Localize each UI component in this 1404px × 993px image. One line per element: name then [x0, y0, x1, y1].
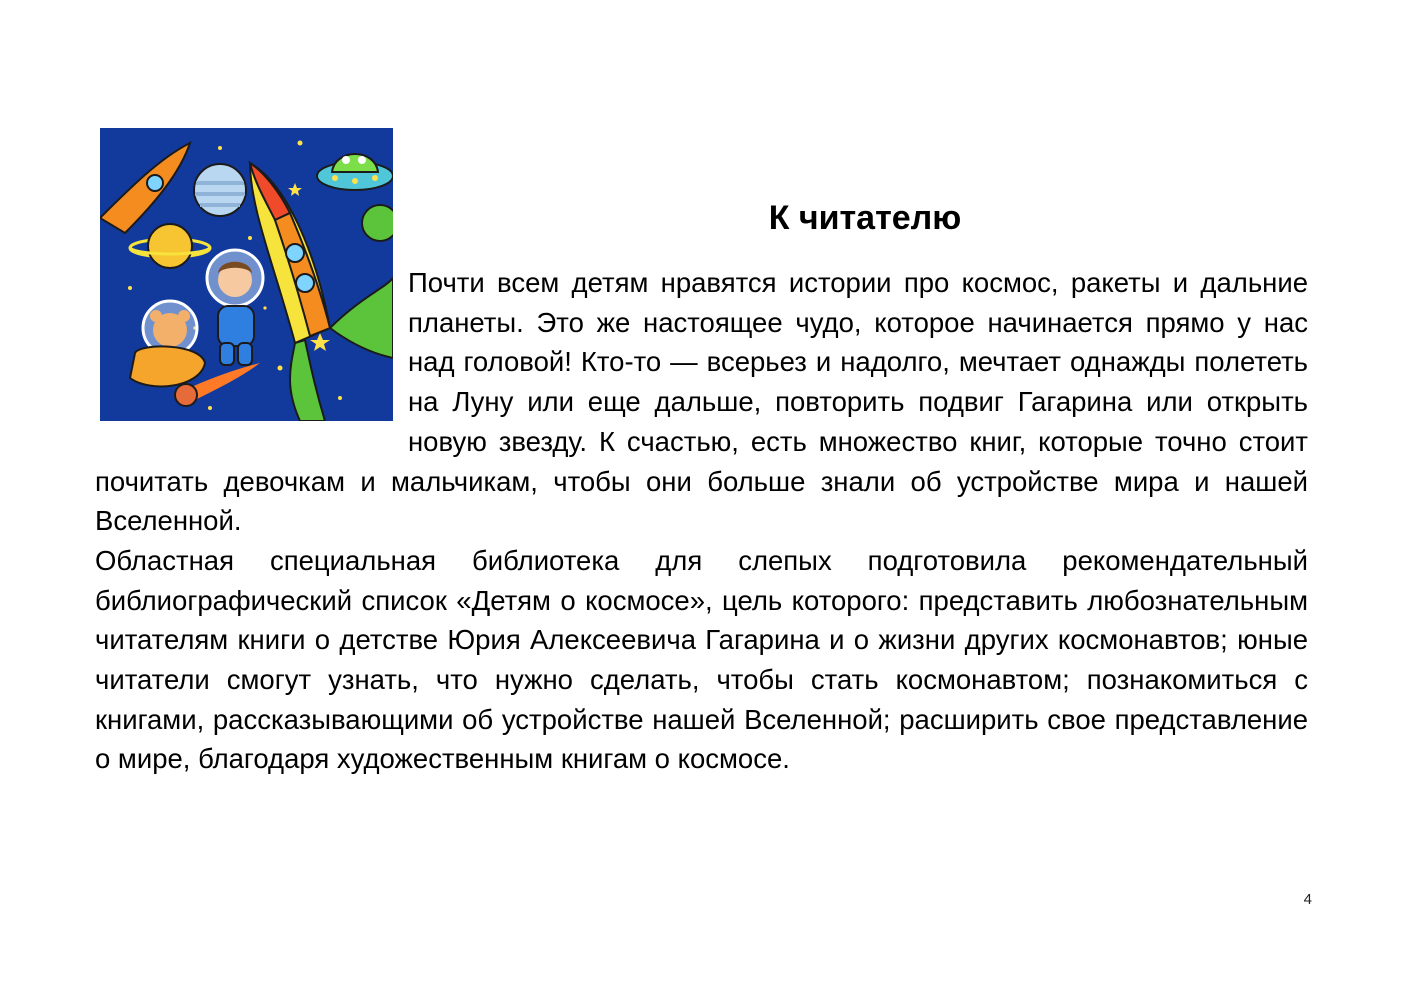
description-paragraph: Областная специальная библиотека для слепых подготовила рекомендательный библиографический список «Детям о космосе», цель которого: представить любознательным читателям книги о детстве Юрия Алексеевича Гагарина и о жизни других космонавтов; юные читатели смогут узнать, что нужно сделать, чтобы стать космонавтом; познакомиться с книгами, рассказывающими об устройстве нашей Вселенной; расширить свое представление о мире, благодаря художественным книгам о космосе. — [95, 544, 1308, 775]
page-title: К читателю — [768, 199, 962, 237]
planet-icon — [194, 164, 246, 216]
page-number: 4 — [1303, 891, 1312, 908]
illustration-wrap-spacer — [95, 263, 408, 423]
body-text — [95, 263, 1308, 779]
intro-paragraph: Почти всем детям нравятся истории про космос, ракеты и дальние планеты. Это же настоящее чудо, которое начинается прямо у нас над головой! Кто-то — всерьез и надолго, мечтает однажды полететь на Луну или еще дальше, повторить подвиг Гагарина или открыть новую звезду. К счастью, есть множество книг, которые точно стоит почитать девочкам и мальчикам, чтобы они больше знали об устройстве мира и нашей Вселенной. — [95, 267, 1308, 537]
planet-icon — [362, 205, 393, 241]
